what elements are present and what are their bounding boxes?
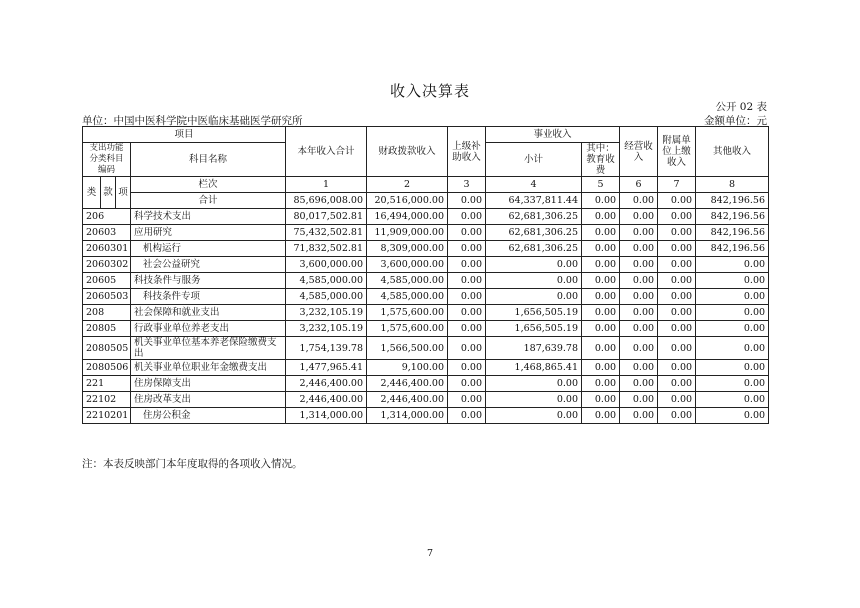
subject-name: 机关事业单位职业年金缴费支出 <box>131 360 286 376</box>
header-func-code: 支出功能分类科目编码 <box>83 143 131 177</box>
header-lei: 类 <box>83 177 101 209</box>
subject-code: 2210201 <box>83 408 131 424</box>
col-num: 5 <box>582 177 620 193</box>
amount-cell: 2,446,400.00 <box>286 392 367 408</box>
amount-cell: 1,575,600.00 <box>367 305 448 321</box>
subject-code: 2060503 <box>83 289 131 305</box>
amount-cell: 0.00 <box>448 408 486 424</box>
amount-cell: 1,468,865.41 <box>486 360 582 376</box>
table-row <box>83 305 769 321</box>
amount-cell: 3,232,105.19 <box>286 321 367 337</box>
amount-cell: 0.00 <box>582 376 620 392</box>
subject-name: 住房公积金 <box>131 408 286 424</box>
amount-cell: 0.00 <box>658 392 696 408</box>
subject-code: 20605 <box>83 273 131 289</box>
header-fiscal: 财政拨款收入 <box>367 127 448 177</box>
amount-cell: 0.00 <box>620 305 658 321</box>
col-num: 7 <box>658 177 696 193</box>
header-upper-subsidy: 上级补助收入 <box>448 127 486 177</box>
amount-cell: 0.00 <box>582 273 620 289</box>
subject-code: 20603 <box>83 225 131 241</box>
amount-cell: 0.00 <box>582 225 620 241</box>
amount-cell: 0.00 <box>582 337 620 360</box>
amount-cell: 0.00 <box>696 376 769 392</box>
amount-cell: 0.00 <box>696 305 769 321</box>
amount-cell: 0.00 <box>448 225 486 241</box>
amount-cell: 0.00 <box>620 337 658 360</box>
col-num: 2 <box>367 177 448 193</box>
amount-cell: 2,446,400.00 <box>286 376 367 392</box>
form-code: 公开 02 表 <box>715 101 767 113</box>
col-num: 3 <box>448 177 486 193</box>
amount-cell: 0.00 <box>486 408 582 424</box>
amount-cell: 0.00 <box>658 209 696 225</box>
amount-cell: 0.00 <box>620 408 658 424</box>
amount-cell: 0.00 <box>486 289 582 305</box>
amount-cell: 0.00 <box>658 257 696 273</box>
total-value: 0.00 <box>658 193 696 209</box>
amount-cell: 0.00 <box>448 376 486 392</box>
col-num: 8 <box>696 177 769 193</box>
subject-name: 科技条件与服务 <box>131 273 286 289</box>
subject-name: 机关事业单位基本养老保险缴费支出 <box>131 337 286 360</box>
table-row <box>83 289 769 305</box>
amount-cell: 0.00 <box>486 392 582 408</box>
table-row <box>83 360 769 376</box>
amount-cell: 11,909,000.00 <box>367 225 448 241</box>
total-value: 0.00 <box>582 193 620 209</box>
amount-cell: 842,196.56 <box>696 209 769 225</box>
total-label: 合计 <box>131 193 286 209</box>
amount-cell: 0.00 <box>448 392 486 408</box>
currency-unit: 金额单位：元 <box>704 115 767 127</box>
amount-cell: 1,314,000.00 <box>367 408 448 424</box>
amount-cell: 0.00 <box>448 321 486 337</box>
amount-cell: 0.00 <box>658 289 696 305</box>
total-value: 64,337,811.44 <box>486 193 582 209</box>
amount-cell: 62,681,306.25 <box>486 241 582 257</box>
table-row <box>83 225 769 241</box>
amount-cell: 4,585,000.00 <box>367 273 448 289</box>
amount-cell: 0.00 <box>620 392 658 408</box>
amount-cell: 4,585,000.00 <box>286 273 367 289</box>
amount-cell: 0.00 <box>658 376 696 392</box>
amount-cell: 0.00 <box>696 273 769 289</box>
amount-cell: 1,566,500.00 <box>367 337 448 360</box>
amount-cell: 1,477,965.41 <box>286 360 367 376</box>
subject-code: 2080505 <box>83 337 131 360</box>
amount-cell: 0.00 <box>658 408 696 424</box>
table-row <box>83 273 769 289</box>
amount-cell: 0.00 <box>658 273 696 289</box>
amount-cell: 842,196.56 <box>696 241 769 257</box>
header-subject-name: 科目名称 <box>131 143 286 177</box>
amount-cell: 0.00 <box>620 241 658 257</box>
table-row <box>83 337 769 360</box>
header-xiang: 项 <box>116 177 131 209</box>
col-num: 1 <box>286 177 367 193</box>
col-num: 4 <box>486 177 582 193</box>
subject-code: 208 <box>83 305 131 321</box>
table-row <box>83 209 769 225</box>
subject-code: 22102 <box>83 392 131 408</box>
header-total-income: 本年收入合计 <box>286 127 367 177</box>
table-row <box>83 392 769 408</box>
amount-cell: 71,832,502.81 <box>286 241 367 257</box>
subject-name: 住房保障支出 <box>131 376 286 392</box>
amount-cell: 2,446,400.00 <box>367 392 448 408</box>
amount-cell: 0.00 <box>696 337 769 360</box>
amount-cell: 62,681,306.25 <box>486 209 582 225</box>
amount-cell: 1,656,505.19 <box>486 321 582 337</box>
amount-cell: 3,600,000.00 <box>286 257 367 273</box>
amount-cell: 0.00 <box>696 408 769 424</box>
amount-cell: 3,600,000.00 <box>367 257 448 273</box>
table-row <box>83 257 769 273</box>
header-other: 其他收入 <box>696 127 769 177</box>
subject-name: 机构运行 <box>131 241 286 257</box>
amount-cell: 0.00 <box>582 289 620 305</box>
table-note: 注：本表反映部门本年度取得的各项收入情况。 <box>82 458 303 470</box>
amount-cell: 0.00 <box>696 360 769 376</box>
header-subtotal: 小计 <box>486 143 582 177</box>
amount-cell: 0.00 <box>658 241 696 257</box>
table-row <box>83 321 769 337</box>
amount-cell: 0.00 <box>620 321 658 337</box>
table-row <box>83 376 769 392</box>
page-title: 收入决算表 <box>389 82 470 100</box>
total-value: 20,516,000.00 <box>367 193 448 209</box>
total-value: 0.00 <box>448 193 486 209</box>
subject-code: 221 <box>83 376 131 392</box>
amount-cell: 0.00 <box>696 321 769 337</box>
header-affiliated: 附属单位上缴收入 <box>658 127 696 177</box>
amount-cell: 4,585,000.00 <box>286 289 367 305</box>
subject-code: 2060302 <box>83 257 131 273</box>
page-number: 7 <box>426 548 434 559</box>
amount-cell: 187,639.78 <box>486 337 582 360</box>
amount-cell: 0.00 <box>448 289 486 305</box>
subject-code: 20805 <box>83 321 131 337</box>
amount-cell: 0.00 <box>448 360 486 376</box>
amount-cell: 0.00 <box>696 289 769 305</box>
income-table <box>82 126 769 424</box>
amount-cell: 1,754,139.78 <box>286 337 367 360</box>
subject-name: 住房改革支出 <box>131 392 286 408</box>
amount-cell: 842,196.56 <box>696 225 769 241</box>
subject-name: 科学技术支出 <box>131 209 286 225</box>
amount-cell: 0.00 <box>620 225 658 241</box>
amount-cell: 0.00 <box>448 241 486 257</box>
amount-cell: 0.00 <box>448 257 486 273</box>
amount-cell: 0.00 <box>658 225 696 241</box>
header-column-order: 栏次 <box>131 177 286 193</box>
amount-cell: 0.00 <box>620 376 658 392</box>
amount-cell: 0.00 <box>448 305 486 321</box>
amount-cell: 0.00 <box>620 273 658 289</box>
amount-cell: 0.00 <box>582 408 620 424</box>
amount-cell: 0.00 <box>582 392 620 408</box>
amount-cell: 0.00 <box>582 360 620 376</box>
amount-cell: 0.00 <box>448 273 486 289</box>
amount-cell: 1,314,000.00 <box>286 408 367 424</box>
subject-name: 行政事业单位养老支出 <box>131 321 286 337</box>
subject-name: 社会保障和就业支出 <box>131 305 286 321</box>
amount-cell: 2,446,400.00 <box>367 376 448 392</box>
amount-cell: 0.00 <box>486 376 582 392</box>
subject-name: 应用研究 <box>131 225 286 241</box>
amount-cell: 1,575,600.00 <box>367 321 448 337</box>
amount-cell: 0.00 <box>696 257 769 273</box>
amount-cell: 0.00 <box>448 337 486 360</box>
amount-cell: 80,017,502.81 <box>286 209 367 225</box>
amount-cell: 0.00 <box>582 305 620 321</box>
amount-cell: 0.00 <box>658 321 696 337</box>
amount-cell: 75,432,502.81 <box>286 225 367 241</box>
header-edu-fee: 其中：教育收费 <box>582 143 620 177</box>
amount-cell: 0.00 <box>486 273 582 289</box>
total-value: 842,196.56 <box>696 193 769 209</box>
reporting-unit: 单位：中国中医科学院中医临床基础医学研究所 <box>82 115 303 127</box>
header-kuan: 款 <box>101 177 116 209</box>
amount-cell: 9,100.00 <box>367 360 448 376</box>
table-row <box>83 241 769 257</box>
amount-cell: 62,681,306.25 <box>486 225 582 241</box>
amount-cell: 0.00 <box>582 241 620 257</box>
table-row <box>83 408 769 424</box>
amount-cell: 0.00 <box>620 360 658 376</box>
subject-name: 科技条件专项 <box>131 289 286 305</box>
header-operating: 经营收入 <box>620 127 658 177</box>
amount-cell: 16,494,000.00 <box>367 209 448 225</box>
amount-cell: 0.00 <box>582 209 620 225</box>
amount-cell: 8,309,000.00 <box>367 241 448 257</box>
amount-cell: 0.00 <box>658 337 696 360</box>
subject-code: 206 <box>83 209 131 225</box>
col-num: 6 <box>620 177 658 193</box>
amount-cell: 1,656,505.19 <box>486 305 582 321</box>
amount-cell: 3,232,105.19 <box>286 305 367 321</box>
amount-cell: 0.00 <box>620 257 658 273</box>
amount-cell: 0.00 <box>696 392 769 408</box>
total-row <box>83 193 769 209</box>
header-item: 项目 <box>83 127 286 143</box>
header-career-income: 事业收入 <box>486 127 620 143</box>
amount-cell: 0.00 <box>620 209 658 225</box>
amount-cell: 4,585,000.00 <box>367 289 448 305</box>
subject-name: 社会公益研究 <box>131 257 286 273</box>
amount-cell: 0.00 <box>658 360 696 376</box>
total-value: 0.00 <box>620 193 658 209</box>
amount-cell: 0.00 <box>486 257 582 273</box>
amount-cell: 0.00 <box>448 209 486 225</box>
subject-code: 2080506 <box>83 360 131 376</box>
amount-cell: 0.00 <box>658 305 696 321</box>
amount-cell: 0.00 <box>582 321 620 337</box>
total-value: 85,696,008.00 <box>286 193 367 209</box>
amount-cell: 0.00 <box>620 289 658 305</box>
amount-cell: 0.00 <box>582 257 620 273</box>
subject-code: 2060301 <box>83 241 131 257</box>
